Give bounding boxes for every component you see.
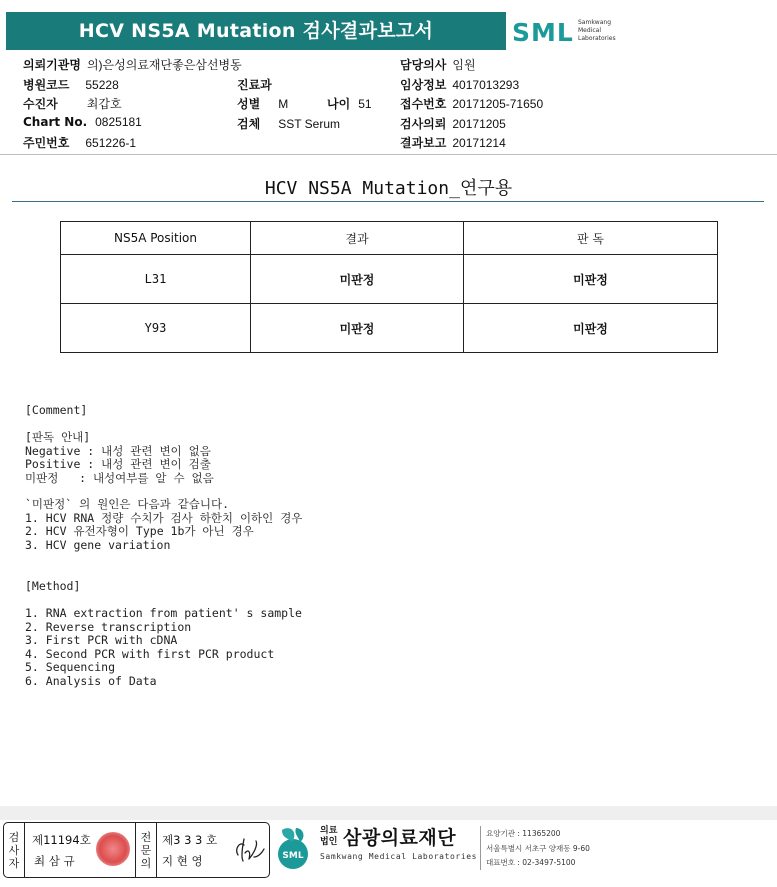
info-chart-no: Chart No. 0825181 — [23, 115, 142, 129]
examiner-license-no: 제11194호 — [32, 833, 91, 847]
org-address: 서울특별시 서초구 양재동 9-60 — [486, 844, 590, 853]
cell-position: Y93 — [61, 304, 251, 353]
org-phone: 대표번호 : 02-3497-5100 — [486, 858, 576, 867]
examiner-name: 최 삼 규 — [34, 854, 75, 868]
official-seal — [96, 832, 130, 866]
info-sex: 성별 M — [237, 97, 289, 111]
cell-result: 미판정 — [251, 255, 464, 304]
sml-logo — [512, 12, 652, 50]
comment-line: `미판정` 의 원인은 다음과 같습니다. — [25, 497, 229, 511]
handwritten-signature — [232, 835, 266, 865]
info-report-date: 결과보고 20171214 — [400, 136, 506, 150]
info-resident-no: 주민번호 651226-1 — [23, 136, 137, 150]
table-row — [61, 304, 718, 353]
org-care-number: 요양기관 : 11365200 — [486, 829, 561, 838]
comment-line: 2. HCV 유전자형이 Type 1b가 아닌 경우 — [25, 524, 254, 539]
table-row — [61, 255, 718, 304]
info-clinical: 임상정보 4017013293 — [400, 78, 520, 92]
signature-box — [3, 822, 270, 878]
footer-separator — [0, 806, 777, 820]
info-doctor: 담당의사 임원 — [400, 58, 476, 72]
col-header-position: NS5A Position — [61, 222, 251, 255]
info-institution: 의뢰기관명 의)은성의료재단좋은삼선병동 — [23, 58, 242, 72]
specialist-license-no: 제3 3 3 호 — [162, 833, 218, 847]
examiner-label: 검 사 자 — [4, 823, 25, 877]
org-logo-text: SML — [282, 851, 304, 861]
header-divider — [0, 154, 777, 155]
method-line: 1. RNA extraction from patient' s sample — [25, 606, 302, 620]
org-kind: 의료 법인 — [320, 826, 338, 847]
result-table — [60, 221, 718, 353]
info-receipt-no: 접수번호 20171205-71650 — [400, 97, 544, 111]
comment-line: 미판정 : 내성여부를 알 수 없음 — [25, 470, 214, 485]
info-hospital-code: 병원코드 55228 — [23, 78, 119, 92]
cell-result: 미판정 — [251, 304, 464, 353]
method-line: 2. Reverse transcription — [25, 619, 192, 634]
info-department: 진료과 — [237, 78, 272, 92]
logo-subtitle: Samkwang Medical Laboratories — [578, 19, 616, 42]
info-age: 나이 51 — [327, 97, 372, 111]
comment-heading: [Comment] — [25, 403, 88, 417]
method-line: 6. Analysis of Data — [25, 674, 157, 688]
table-header-row — [61, 222, 718, 255]
comment-line: Positive : 내성 관련 변이 검출 — [25, 457, 211, 472]
col-header-result: 결과 — [251, 222, 464, 255]
cell-position: L31 — [61, 255, 251, 304]
report-header-title: HCV NS5A Mutation 검사결과보고서 — [6, 12, 506, 50]
info-request-date: 검사의뢰 20171205 — [400, 117, 506, 131]
comment-line: [판독 안내] — [25, 430, 91, 444]
method-line: 4. Second PCR with first PCR product — [25, 646, 275, 661]
title-underline — [12, 201, 764, 202]
method-line: 5. Sequencing — [25, 660, 116, 675]
org-divider — [480, 826, 481, 870]
comment-line: 1. HCV RNA 정량 수치가 검사 하한치 이하인 경우 — [25, 510, 303, 525]
specialist-label: 전 문 의 — [135, 823, 157, 877]
method-line: 3. First PCR with cDNA — [25, 633, 178, 648]
comment-line: 3. HCV gene variation — [25, 537, 171, 552]
specialist-name: 지 현 영 — [162, 854, 203, 868]
cell-interpretation: 미판정 — [464, 255, 718, 304]
method-heading: [Method] — [25, 579, 81, 593]
comment-line: Negative : 내성 관련 변이 없음 — [25, 443, 211, 458]
org-english-name: Samkwang Medical Laboratories — [320, 852, 478, 861]
org-name: 삼광의료재단 — [343, 827, 457, 849]
col-header-interpretation: 판 독 — [464, 222, 718, 255]
cell-interpretation: 미판정 — [464, 304, 718, 353]
org-logo-icon — [272, 824, 314, 872]
report-title: HCV NS5A Mutation_연구용 — [264, 178, 513, 199]
logo-mark: SML — [512, 18, 574, 47]
info-patient-name: 수진자 최갑호 — [23, 97, 122, 111]
info-specimen: 검체 SST Serum — [237, 117, 340, 131]
